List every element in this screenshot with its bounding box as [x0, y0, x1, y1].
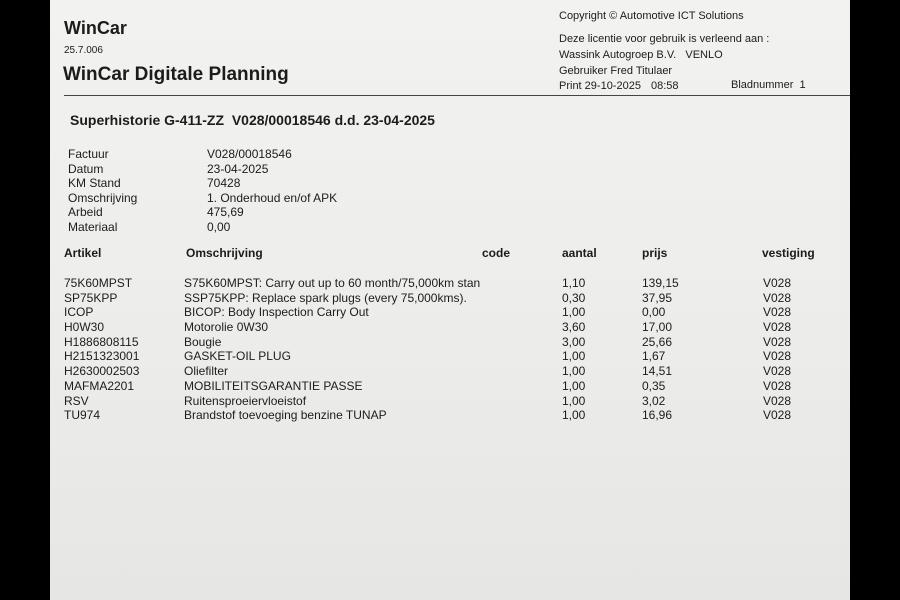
cell-prijs: 1,67 — [642, 349, 666, 364]
info-value: 475,69 — [207, 205, 244, 219]
info-value: 1. Onderhoud en/of APK — [207, 190, 338, 205]
cell-aantal: 0,30 — [562, 290, 586, 305]
table-row — [50, 349, 850, 364]
dealer-name: Wassink Autogroep B.V. VENLO — [559, 49, 723, 61]
info-label: Arbeid — [68, 205, 103, 219]
cell-artikel: SP75KPP — [64, 290, 118, 305]
cell-aantal: 1,10 — [562, 276, 586, 290]
cell-aantal: 1,00 — [562, 364, 586, 379]
info-row — [68, 220, 337, 235]
cell-omschrijving: S75K60MPST: Carry out up to 60 month/75,000km stan — [184, 276, 481, 290]
cell-aantal: 1,00 — [562, 408, 586, 423]
cell-vestiging: V028 — [763, 393, 792, 408]
table-row — [50, 291, 850, 306]
print-date: Print 29-10-2025 — [559, 80, 641, 92]
table-row — [50, 276, 850, 291]
print-time: 08:58 — [650, 80, 679, 92]
cell-vestiging: V028 — [763, 364, 792, 379]
cell-omschrijving: Bougie — [184, 334, 222, 349]
cell-aantal: 1,00 — [562, 305, 586, 320]
info-label: Datum — [68, 161, 104, 176]
cell-aantal: 1,00 — [562, 349, 586, 364]
column-header-code: code — [482, 246, 511, 260]
cell-artikel: H2630002503 — [64, 364, 140, 379]
copyright-line: Copyright © Automotive ICT Solutions — [559, 10, 744, 22]
cell-vestiging: V028 — [763, 349, 792, 364]
cell-omschrijving: Motorolie 0W30 — [184, 320, 269, 335]
table-row — [50, 364, 850, 379]
table-row — [50, 335, 850, 350]
app-title: WinCar Digitale Planning — [63, 64, 289, 85]
info-row — [68, 205, 337, 220]
info-value: 23-04-2025 — [207, 161, 269, 176]
document-page — [50, 0, 850, 600]
table-row — [50, 320, 850, 335]
info-label: Factuur — [68, 147, 109, 161]
table-row — [50, 408, 850, 423]
invoice-info — [68, 147, 337, 234]
cell-artikel: 75K60MPST — [64, 276, 133, 290]
brand-name: WinCar — [64, 18, 127, 38]
cell-vestiging: V028 — [763, 320, 792, 335]
cell-vestiging: V028 — [763, 305, 792, 320]
cell-artikel: TU974 — [64, 408, 101, 423]
cell-aantal: 1,00 — [562, 378, 586, 393]
info-value: V028/00018546 — [207, 147, 292, 161]
column-header-aantal: aantal — [562, 246, 597, 260]
cell-omschrijving: Oliefilter — [184, 364, 229, 379]
header-divider — [64, 95, 850, 96]
page-number: Bladnummer 1 — [731, 79, 806, 91]
info-row — [68, 162, 337, 177]
cell-prijs: 14,51 — [642, 364, 673, 379]
cell-prijs: 0,00 — [642, 305, 666, 320]
info-label: Materiaal — [68, 219, 118, 234]
info-label: Omschrijving — [68, 190, 138, 205]
table-row — [50, 379, 850, 394]
cell-omschrijving: MOBILITEITSGARANTIE PASSE — [184, 378, 363, 393]
cell-omschrijving: Brandstof toevoeging benzine TUNAP — [184, 408, 387, 423]
info-row — [68, 147, 337, 162]
info-row — [68, 176, 337, 191]
license-line: Deze licentie voor gebruik is verleend aan : — [559, 33, 770, 45]
cell-aantal: 3,00 — [562, 334, 586, 349]
cell-artikel: MAFMA2201 — [64, 378, 135, 393]
table-row — [50, 305, 850, 320]
app-version: 25.7.006 — [64, 45, 103, 56]
cell-vestiging: V028 — [763, 334, 792, 349]
info-row — [68, 191, 337, 206]
cell-artikel: H1886808115 — [64, 334, 139, 349]
cell-omschrijving: SSP75KPP: Replace spark plugs (every 75,000kms). — [184, 290, 467, 305]
document-title: Superhistorie G-411-ZZ V028/00018546 d.d. 23-04-2025 — [70, 112, 435, 128]
cell-artikel: H0W30 — [64, 320, 105, 335]
cell-prijs: 37,95 — [642, 290, 673, 305]
cell-vestiging: V028 — [763, 408, 792, 423]
column-header-prijs: prijs — [642, 246, 668, 260]
user-line: Gebruiker Fred Titulaer — [559, 65, 673, 77]
cell-prijs: 16,96 — [642, 408, 673, 423]
cell-artikel: H2151323001 — [64, 349, 140, 364]
info-label: KM Stand — [68, 176, 121, 190]
cell-artikel: ICOP — [64, 305, 94, 320]
cell-omschrijving: Ruitensproeiervloeistof — [184, 393, 307, 408]
info-value: 0,00 — [207, 219, 231, 234]
cell-prijs: 3,02 — [642, 393, 666, 408]
table-row — [50, 394, 850, 409]
column-header-artikel: Artikel — [64, 246, 102, 260]
cell-omschrijving: BICOP: Body Inspection Carry Out — [184, 305, 369, 320]
cell-omschrijving: GASKET-OIL PLUG — [184, 349, 291, 364]
cell-prijs: 17,00 — [642, 320, 673, 335]
article-table — [50, 276, 850, 423]
cell-vestiging: V028 — [763, 276, 792, 290]
cell-vestiging: V028 — [763, 378, 792, 393]
cell-prijs: 139,15 — [642, 276, 679, 290]
column-header-omschrijving: Omschrijving — [186, 246, 263, 260]
print-line — [559, 80, 678, 92]
cell-prijs: 0,35 — [642, 378, 666, 393]
cell-aantal: 3,60 — [562, 320, 586, 335]
column-header-vestiging: vestiging — [762, 246, 815, 260]
cell-prijs: 25,66 — [642, 334, 673, 349]
cell-aantal: 1,00 — [562, 393, 586, 408]
cell-artikel: RSV — [64, 393, 89, 408]
cell-vestiging: V028 — [763, 290, 792, 305]
info-value: 70428 — [207, 176, 241, 190]
